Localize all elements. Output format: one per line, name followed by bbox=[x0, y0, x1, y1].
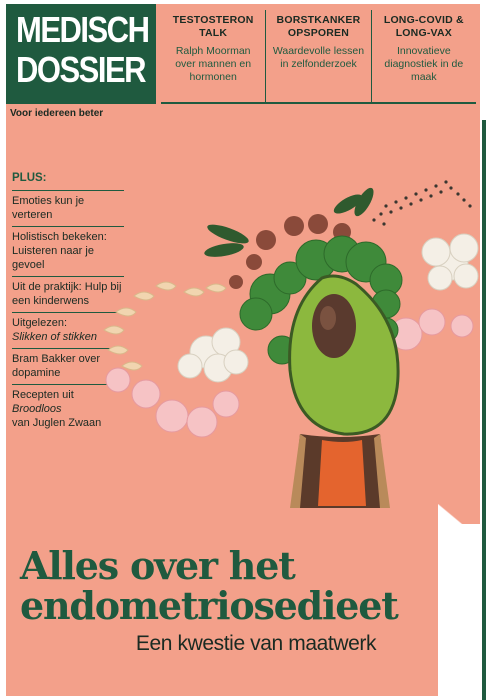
logo-line-2: DOSSIER bbox=[16, 48, 146, 91]
plus-item-text: Bram Bakker over dopamine bbox=[12, 353, 101, 379]
seeds-trail bbox=[372, 180, 471, 225]
teaser-heading: LONG-COVID & LONG-VAX bbox=[383, 14, 464, 39]
plus-item-tail: van Juglen Zwaan bbox=[12, 417, 102, 429]
top-teasers bbox=[161, 10, 476, 104]
teaser-body: Innovatieve diagnostiek in de maak bbox=[384, 45, 464, 83]
plus-heading: PLUS: bbox=[12, 172, 47, 184]
cover-subline: Een kwestie van maatwerk bbox=[135, 632, 377, 655]
plus-item-text: Emoties kun je verteren bbox=[12, 195, 85, 221]
logo-line-1: MEDISCH bbox=[16, 8, 149, 51]
teaser-long-covid bbox=[371, 10, 476, 102]
magazine-cover bbox=[6, 4, 480, 696]
plus-item-italic: Broodloos bbox=[12, 403, 62, 415]
teaser-borstkanker bbox=[265, 10, 370, 102]
teaser-heading: TESTOSTERON TALK bbox=[172, 14, 254, 39]
page-cutout bbox=[438, 524, 480, 696]
uterus-food-illustration bbox=[86, 154, 480, 514]
tagline: Voor iedereen beter bbox=[10, 108, 104, 119]
teaser-body: Waardevolle lessen in zelfonderzoek bbox=[272, 45, 365, 70]
page-edge bbox=[480, 0, 500, 700]
plus-item-text: Holistisch bekeken: Luisteren naar je gevoel bbox=[12, 231, 107, 271]
plus-item-text: Uit de praktijk: Hulp bij een kinderwens bbox=[12, 281, 122, 307]
teaser-body: Ralph Moorman over mannen en hormonen bbox=[175, 45, 252, 83]
plus-item-text: Recepten uit bbox=[12, 389, 74, 401]
lentils-grains bbox=[290, 434, 390, 508]
plus-item-text: Uitgelezen: bbox=[12, 317, 68, 329]
teaser-heading: BORSTKANKER OPSPOREN bbox=[276, 14, 361, 39]
masthead-logo bbox=[6, 4, 156, 104]
teaser-testosteron bbox=[161, 10, 265, 102]
cover-headline: Alles over het endometriosedieet bbox=[20, 543, 398, 628]
plus-item-italic: Slikken of stikken bbox=[12, 331, 97, 343]
